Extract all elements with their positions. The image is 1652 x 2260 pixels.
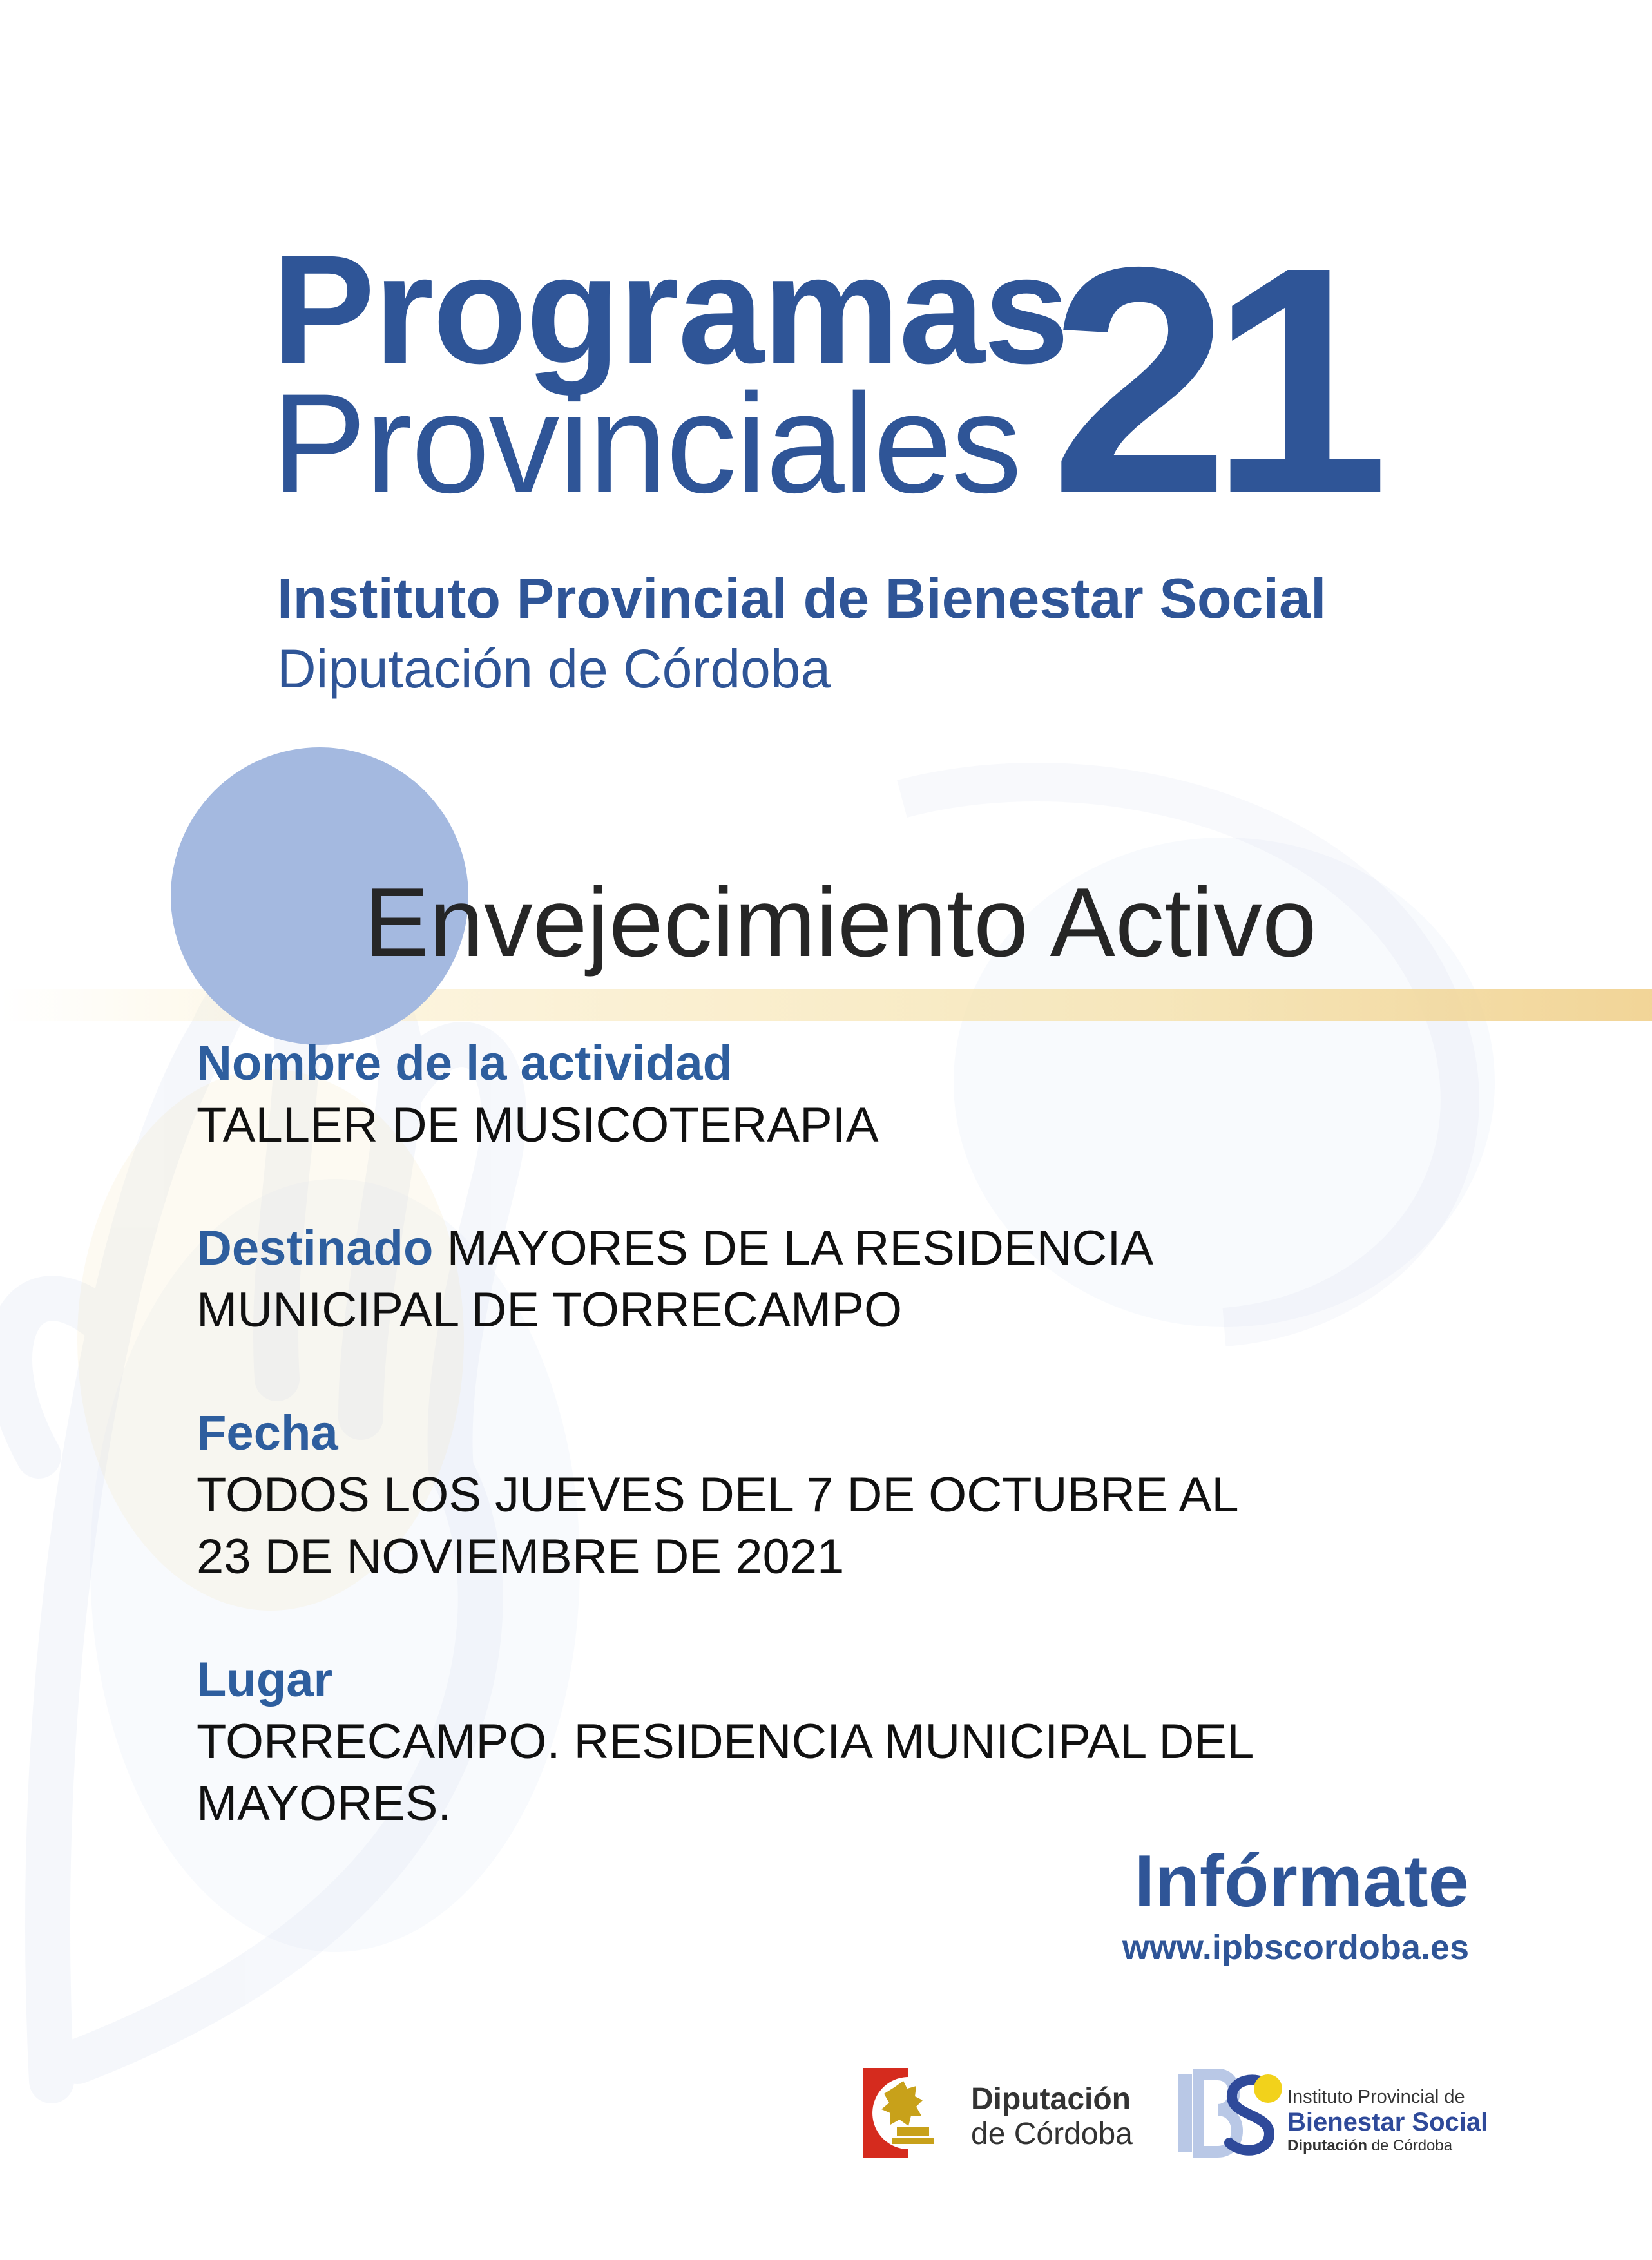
ipbs-logo-line3: [1287, 2136, 1488, 2156]
date-value-line2: 23 DE NOVIEMBRE DE 2021: [197, 1529, 845, 1584]
date-field: [197, 1403, 1239, 1588]
title-year: 21: [1050, 200, 1370, 560]
target-value-line1: MAYORES DE LA RESIDENCIA: [447, 1221, 1154, 1276]
ipbs-logo-text: [1287, 2086, 1488, 2156]
ipbs-logo-line3-bold: Diputación: [1287, 2137, 1367, 2154]
diputacion-logo-line2: de Córdoba: [971, 2117, 1133, 2151]
diputacion-logo-text: [971, 2082, 1133, 2152]
title-provinciales: Provinciales: [272, 364, 1021, 522]
ipbs-logo-line3-rest: de Córdoba: [1367, 2137, 1453, 2154]
ipbs-logo-icon: [1173, 2068, 1289, 2158]
place-value-line1: TORRECAMPO. RESIDENCIA MUNICIPAL DEL: [197, 1714, 1254, 1769]
institute-subtitle: Diputación de Córdoba: [277, 638, 831, 699]
date-label: Fecha: [197, 1406, 338, 1460]
target-value-line2: MUNICIPAL DE TORRECAMPO: [197, 1283, 903, 1337]
ipbs-logo-line2: Bienestar Social: [1287, 2108, 1488, 2136]
date-value-line1: TODOS LOS JUEVES DEL 7 DE OCTUBRE AL: [197, 1468, 1239, 1522]
title-programas: Programas: [272, 223, 1068, 396]
ipbs-logo-line1: Instituto Provincial de: [1287, 2087, 1465, 2107]
place-field: [197, 1649, 1254, 1835]
program-name: Envejecimiento Activo: [364, 868, 1317, 977]
activity-label: Nombre de la actividad: [197, 1036, 733, 1091]
informate-heading: Infórmate: [1134, 1841, 1469, 1922]
place-value-line2: MAYORES.: [197, 1776, 452, 1831]
website-link[interactable]: www.ipbscordoba.es: [1122, 1928, 1469, 1967]
target-field: [197, 1218, 1153, 1341]
target-label: Destinado: [197, 1221, 434, 1276]
place-label: Lugar: [197, 1652, 333, 1707]
institute-name: Instituto Provincial de Bienestar Social: [277, 566, 1327, 630]
diputacion-logo-line1: Diputación: [971, 2082, 1131, 2116]
activity-field: [197, 1033, 879, 1156]
activity-value: TALLER DE MUSICOTERAPIA: [197, 1098, 879, 1153]
